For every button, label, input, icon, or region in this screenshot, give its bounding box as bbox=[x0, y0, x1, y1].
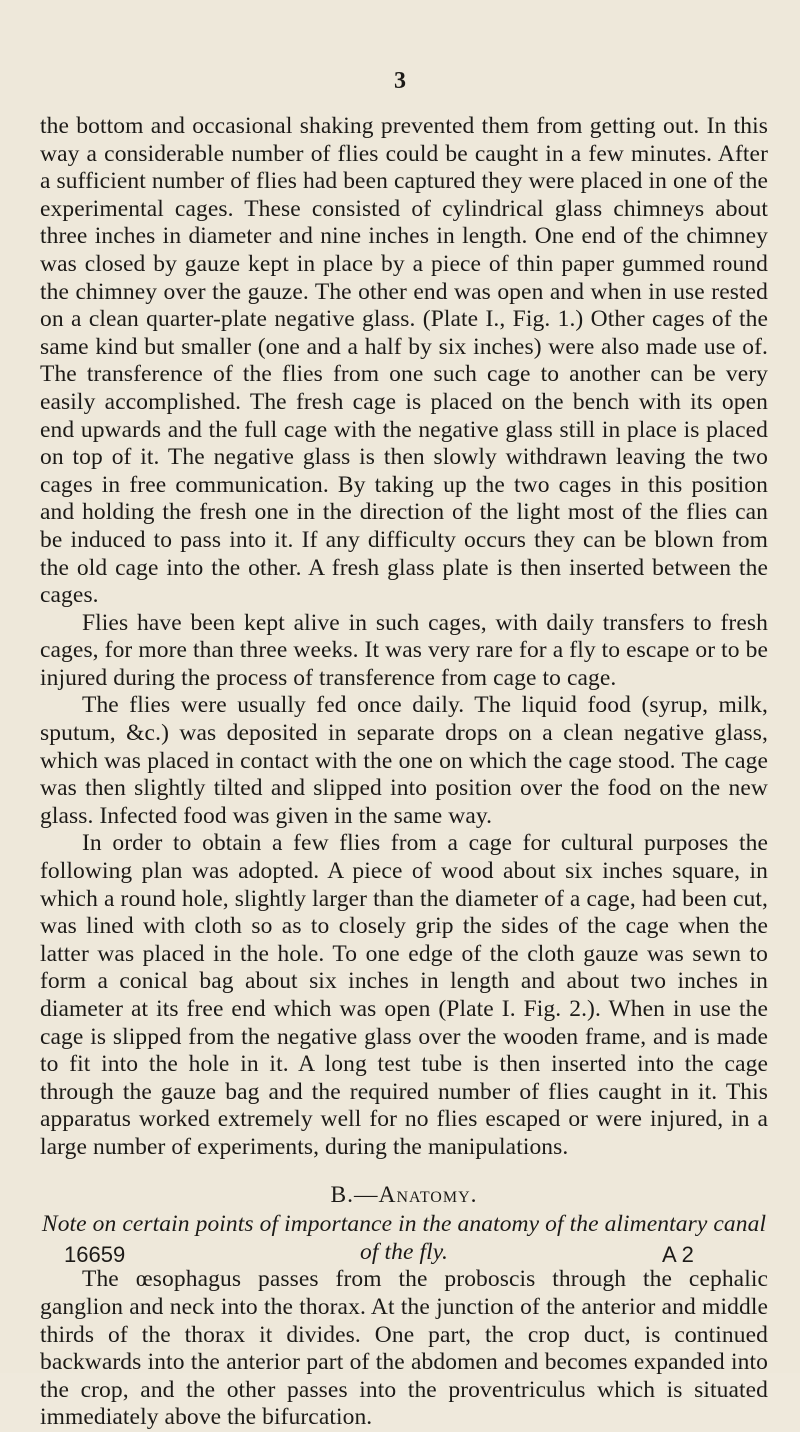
body-text bbox=[40, 113, 768, 1432]
paragraph-flies-kept-alive: Flies have been kept alive in such cages, with daily transfers to fresh cages, for more than three weeks. It was very rare for a fly to escape or to be injured during the process of transference from cage to cage. bbox=[40, 609, 768, 691]
page-number: 3 bbox=[394, 68, 406, 94]
sheet-mark: A 2 bbox=[662, 1242, 694, 1267]
paragraph-cultural-purposes: In order to obtain a few flies from a cage for cultural purposes the following plan was adopted. A piece of wood about six inches square, in which a round hole, slightly larger than the diameter of a cage, had been cut, was lined with cloth so as to closely grip the sides of the cage when the latter was placed in the hole. To one edge of the cloth gauze was sewn to form a conical bag about six inches in length and about two inches in diameter at its free end which was open (Plate I. Fig. 2.). When in use the cage is slipped from the negative glass over the wooden frame, and is made to fit into the hole in it. A long test tube is then inserted into the cage through the gauze bag and the required number of flies caught in it. This apparatus worked extremely well for no flies escaped or were injured, in a large number of experiments, during the manipulations. bbox=[40, 830, 768, 1160]
paragraph-oesophagus: The œsophagus passes from the proboscis through the cephalic ganglion and neck into the thorax. At the junction of the anterior and middle thirds of the thorax it divides. One part, the crop duct, is continued backwards into the anterior part of the abdomen and becomes expanded into the crop, and the other passes into the proventriculus which is situated immediately above the bifurcation. bbox=[40, 1266, 768, 1431]
section-heading: B.—Anatomy. bbox=[330, 1181, 478, 1208]
paragraph-feeding: The flies were usually fed once daily. The liquid food (syrup, milk, sputum, &c.) was deposited in separate drops on a clean negative glass, which was placed in contact with the one on which the cage stood. The cage was then slightly tilted and slipped into position over the food on the new glass. Infected food was given in the same way. bbox=[40, 692, 768, 829]
paragraph-continuation: the bottom and occasional shaking prevented them from getting out. In this way a considerable number of flies could be caught in a few minutes. After a sufficient number of flies had been captured they were placed in one of the experimental cages. These consisted of cylindrical glass chimneys about three inches in diameter and nine inches in length. One end of the chimney was closed by gauze kept in place by a piece of thin paper gummed round the chimney over the gauze. The other end was open and when in use rested on a clean quarter-plate negative glass. (Plate I., Fig. 1.) Other cages of the same kind but smaller (one and a half by six inches) were also made use of. The transference of the flies from one such cage to another can be very easily accomplished. The fresh cage is placed on the bench with its open end upwards and the full cage with the negative glass still in place is placed on top of it. The negative glass is then slowly withdrawn leaving the two cages in free communication. By taking up the two cages in this position and holding the fresh one in the direction of the light most of the flies can be induced to pass into it. If any difficulty occurs they can be blown from the old cage into the other. A fresh glass plate is then inserted between the cages. bbox=[40, 113, 768, 609]
note-title: Note on certain points of importance in the anatomy of the alimentary canal of the fly. bbox=[41, 1211, 767, 1265]
signature-number: 16659 bbox=[64, 1242, 126, 1267]
